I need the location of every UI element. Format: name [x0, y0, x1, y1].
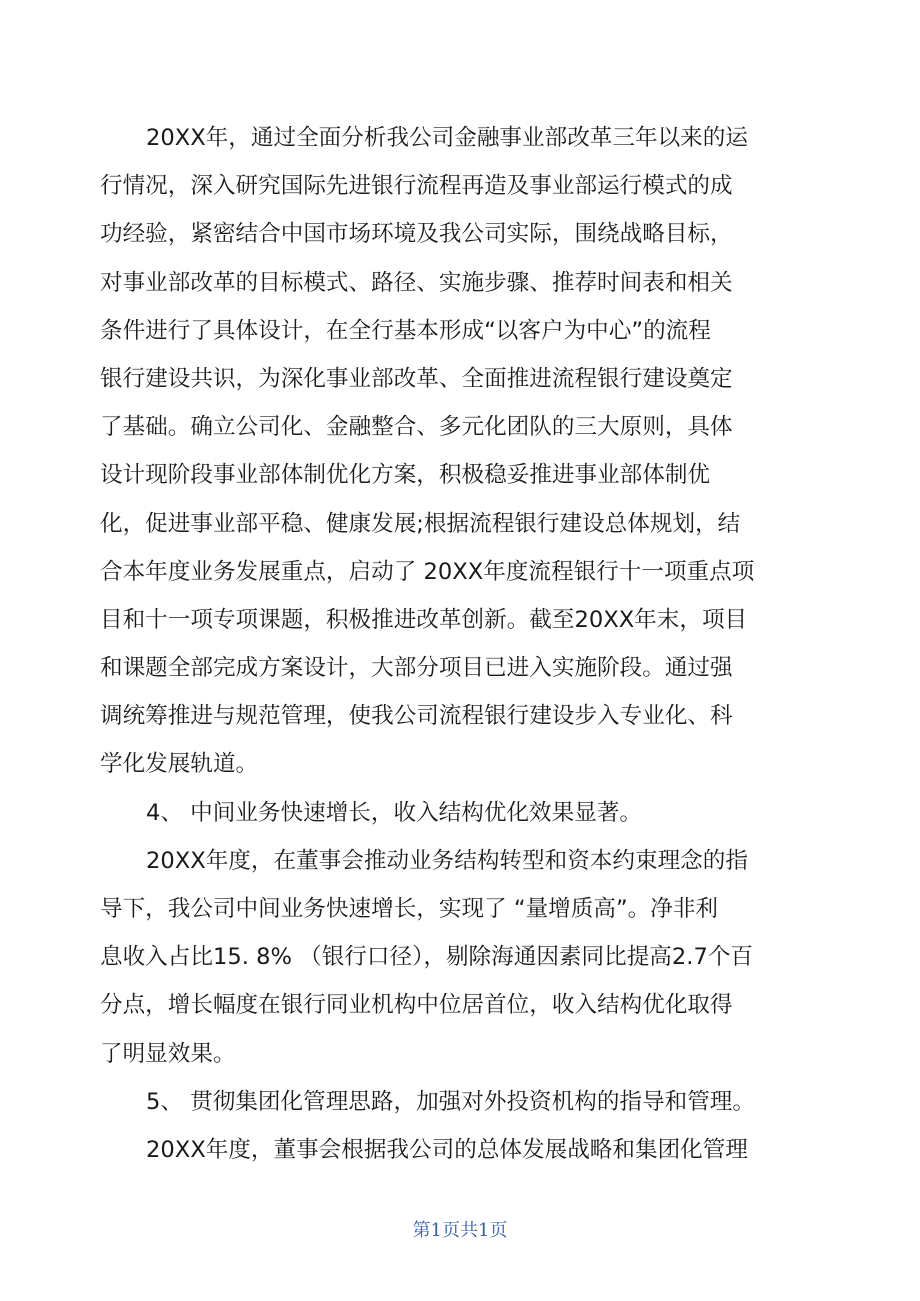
- text-line: 学化发展轨道。: [100, 751, 259, 778]
- text-line: 功经验，紧密结合中国市场环境及我公司实际，围绕战略目标，: [100, 221, 733, 248]
- text-line: 合本年度业务发展重点，启动了 20XX年度流程银行十一项重点项: [100, 558, 755, 585]
- text-line: 设计现阶段事业部体制优化方案，积极稳妥推进事业部体制优: [100, 462, 711, 489]
- text-line: 化，促进事业部平稳、健康发展;根据流程银行建设总体规划，结: [100, 510, 741, 537]
- text-line: 了明显效果。: [100, 1040, 236, 1067]
- text-line: 条件进行了具体设计，在全行基本形成“以客户为中心”的流程: [100, 317, 711, 344]
- section-heading: 5、 贯彻集团化管理思路，加强对外投资机构的指导和管理。: [146, 1088, 755, 1115]
- text-line: 20XX年度，在董事会推动业务结构转型和资本约束理念的指: [146, 847, 748, 874]
- text-line: 导下，我公司中间业务快速增长，实现了 “量增质高”。净非利: [100, 896, 719, 922]
- text-line: 了基础。确立公司化、金融整合、多元化团队的三大原则，具体: [100, 414, 733, 441]
- document-body: [100, 114, 790, 1174]
- text-line: 调统筹推进与规范管理，使我公司流程银行建设步入专业化、科: [100, 703, 733, 730]
- text-line: 分点，增长幅度在银行同业机构中位居首位，收入结构优化取得: [100, 992, 733, 1019]
- text-line: 和课题全部完成方案设计，大部分项目已进入实施阶段。通过强: [100, 655, 733, 682]
- text-line: 行情况，深入研究国际先进银行流程再造及事业部运行模式的成: [100, 173, 733, 200]
- text-line: 对事业部改革的目标模式、路径、实施步骤、推荐时间表和相关: [100, 269, 733, 296]
- section-heading: 4、 中间业务快速增长，收入结构优化效果显著。: [146, 799, 643, 826]
- page-number: 第1页共1页: [412, 1220, 508, 1241]
- text-line: 息收入占比15. 8% （银行口径），剔除海通因素同比提高2.7个百: [100, 944, 754, 971]
- text-line: 20XX年，通过全面分析我公司金融事业部改革三年以来的运: [146, 125, 748, 151]
- text-line: 目和十一项专项课题，积极推进改革创新。截至20XX年末，项目: [100, 606, 748, 633]
- text-line: 银行建设共识，为深化事业部改革、全面推进流程银行建设奠定: [100, 365, 733, 392]
- text-line: 20XX年度，董事会根据我公司的总体发展战略和集团化管理: [146, 1136, 748, 1163]
